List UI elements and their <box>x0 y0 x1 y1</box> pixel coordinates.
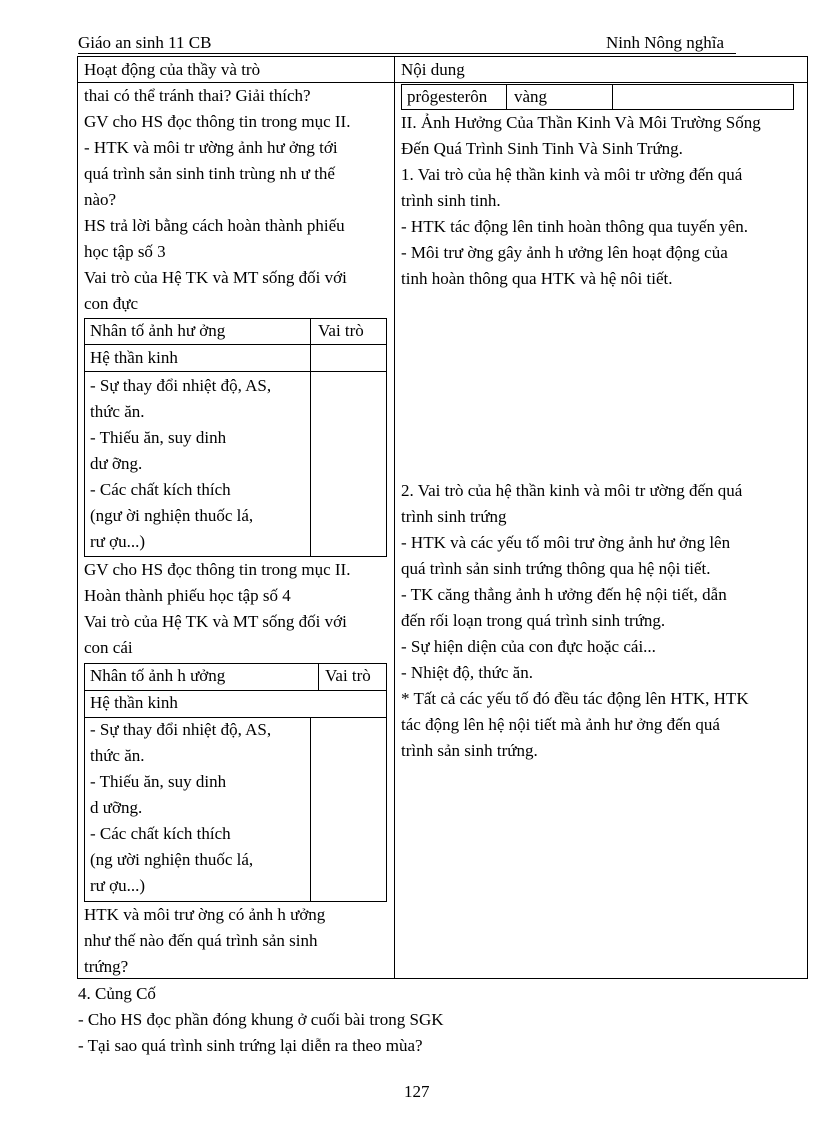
right-line: tinh hoàn thông qua HTK và hệ nôi tiết. <box>401 269 673 288</box>
left-line: như thế nào đến quá trình sản sinh <box>84 931 318 950</box>
worksheet-3-col-divider <box>310 318 311 557</box>
worksheet-4-cell: d ưỡng. <box>90 798 143 817</box>
footer-line: - Cho HS đọc phần đóng khung ở cuối bài trong SGK <box>78 1010 444 1029</box>
worksheet-4-cell: - Thiếu ăn, suy dinh <box>90 772 227 791</box>
worksheet-3-cell: (ngư ời nghiện thuốc lá, <box>90 506 254 525</box>
left-line: HTK và môi trư ờng có ảnh h ưởng <box>84 905 326 924</box>
footer-line: 4. Củng Cố <box>78 984 156 1003</box>
mini-table-divider <box>506 84 507 110</box>
worksheet-3-cell: - Thiếu ăn, suy dinh <box>90 428 227 447</box>
mini-table-divider <box>612 84 613 110</box>
left-line: con cái <box>84 638 133 657</box>
mini-table-cell: vàng <box>514 87 548 106</box>
left-line: Vai trò của Hệ TK và MT sống đối với <box>84 268 347 287</box>
worksheet-4-cell: thức ăn. <box>90 746 145 765</box>
right-line: - HTK tác động lên tinh hoàn thông qua tuyến yên. <box>401 217 749 236</box>
header-left: Giáo an sinh 11 CB <box>78 33 212 52</box>
right-line: 1. Vai trò của hệ thần kinh và môi tr ường đến quá <box>401 165 743 184</box>
left-line: - HTK và môi tr ường ảnh hư ởng tới <box>84 138 338 157</box>
left-line: học tập số 3 <box>84 242 166 261</box>
worksheet-3-cell: rư ợu...) <box>90 532 146 551</box>
right-line: - HTK và các yếu tố môi trư ờng ảnh hư ởng lên <box>401 533 731 552</box>
col2-header: Nội dung <box>401 60 465 79</box>
worksheet-4-header-factor: Nhân tố ảnh h ưởng <box>90 666 226 685</box>
worksheet-4-col-divider <box>310 717 311 902</box>
header-rule <box>78 53 736 54</box>
col1-header: Hoạt động của thầy và trò <box>84 60 261 79</box>
left-line: nào? <box>84 190 117 209</box>
right-line: Đến Quá Trình Sinh Tinh Và Sinh Trứng. <box>401 139 683 158</box>
left-line: trứng? <box>84 957 129 976</box>
worksheet-3-cell: dư ỡng. <box>90 454 143 473</box>
left-line: quá trình sản sinh tinh trùng nh ư thế <box>84 164 335 183</box>
worksheet-4-header-divider <box>318 663 319 690</box>
worksheet-3-cell: - Sự thay đổi nhiệt độ, AS, <box>90 376 272 395</box>
left-line: thai có thể tránh thai? Giải thích? <box>84 86 311 105</box>
right-line: - Sự hiện diện của con đực hoặc cái... <box>401 637 656 656</box>
mini-table-cell: prôgesterôn <box>407 87 488 106</box>
worksheet-3-cell: - Các chất kích thích <box>90 480 231 499</box>
left-line: Vai trò của Hệ TK và MT sống đối với <box>84 612 347 631</box>
right-line: - Nhiệt độ, thức ăn. <box>401 663 533 682</box>
page-number: 127 <box>404 1082 430 1101</box>
worksheet-4-cell: Hệ thần kinh <box>90 693 178 712</box>
right-line: trình sinh tinh. <box>401 191 501 210</box>
right-line: quá trình sản sinh trứng thông qua hệ nội tiết. <box>401 559 711 578</box>
worksheet-3-header-role: Vai trò <box>318 321 364 340</box>
left-line: HS trả lời bằng cách hoàn thành phiếu <box>84 216 345 235</box>
right-line: * Tất cả các yếu tố đó đều tác động lên HTK, HTK <box>401 689 749 708</box>
right-line: đến rối loạn trong quá trình sinh trứng. <box>401 611 666 630</box>
left-line: GV cho HS đọc thông tin trong mục II. <box>84 560 351 579</box>
right-line: trình sản sinh trứng. <box>401 741 538 760</box>
worksheet-3-cell: thức ăn. <box>90 402 145 421</box>
right-line: - TK căng thẳng ảnh h ưởng đến hệ nội tiết, dẫn <box>401 585 727 604</box>
left-line: con đực <box>84 294 139 313</box>
right-line: - Môi trư ờng gây ảnh h ưởng lên hoạt động của <box>401 243 728 262</box>
footer-line: - Tại sao quá trình sinh trứng lại diễn ra theo mùa? <box>78 1036 423 1055</box>
worksheet-3-cell: Hệ thần kinh <box>90 348 178 367</box>
worksheet-4-cell: rư ợu...) <box>90 876 146 895</box>
worksheet-3-row-divider <box>84 371 387 372</box>
right-line: trình sinh trứng <box>401 507 507 526</box>
worksheet-4-header-role: Vai trò <box>325 666 371 685</box>
header-right: Ninh Nông nghĩa <box>606 33 725 52</box>
column-divider <box>394 56 395 979</box>
worksheet-3-header-factor: Nhân tố ảnh hư ởng <box>90 321 226 340</box>
right-line: 2. Vai trò của hệ thần kinh và môi tr ường đến quá <box>401 481 743 500</box>
right-line: II. Ảnh Hưởng Của Thần Kinh Và Môi Trường Sống <box>401 113 761 132</box>
worksheet-4-cell: (ng ười nghiện thuốc lá, <box>90 850 254 869</box>
right-line: tác động lên hệ nội tiết mà ảnh hư ởng đến quá <box>401 715 720 734</box>
worksheet-4-cell: - Các chất kích thích <box>90 824 231 843</box>
left-line: Hoàn thành phiếu học tập số 4 <box>84 586 291 605</box>
worksheet-4-cell: - Sự thay đổi nhiệt độ, AS, <box>90 720 272 739</box>
left-line: GV cho HS đọc thông tin trong mục II. <box>84 112 351 131</box>
